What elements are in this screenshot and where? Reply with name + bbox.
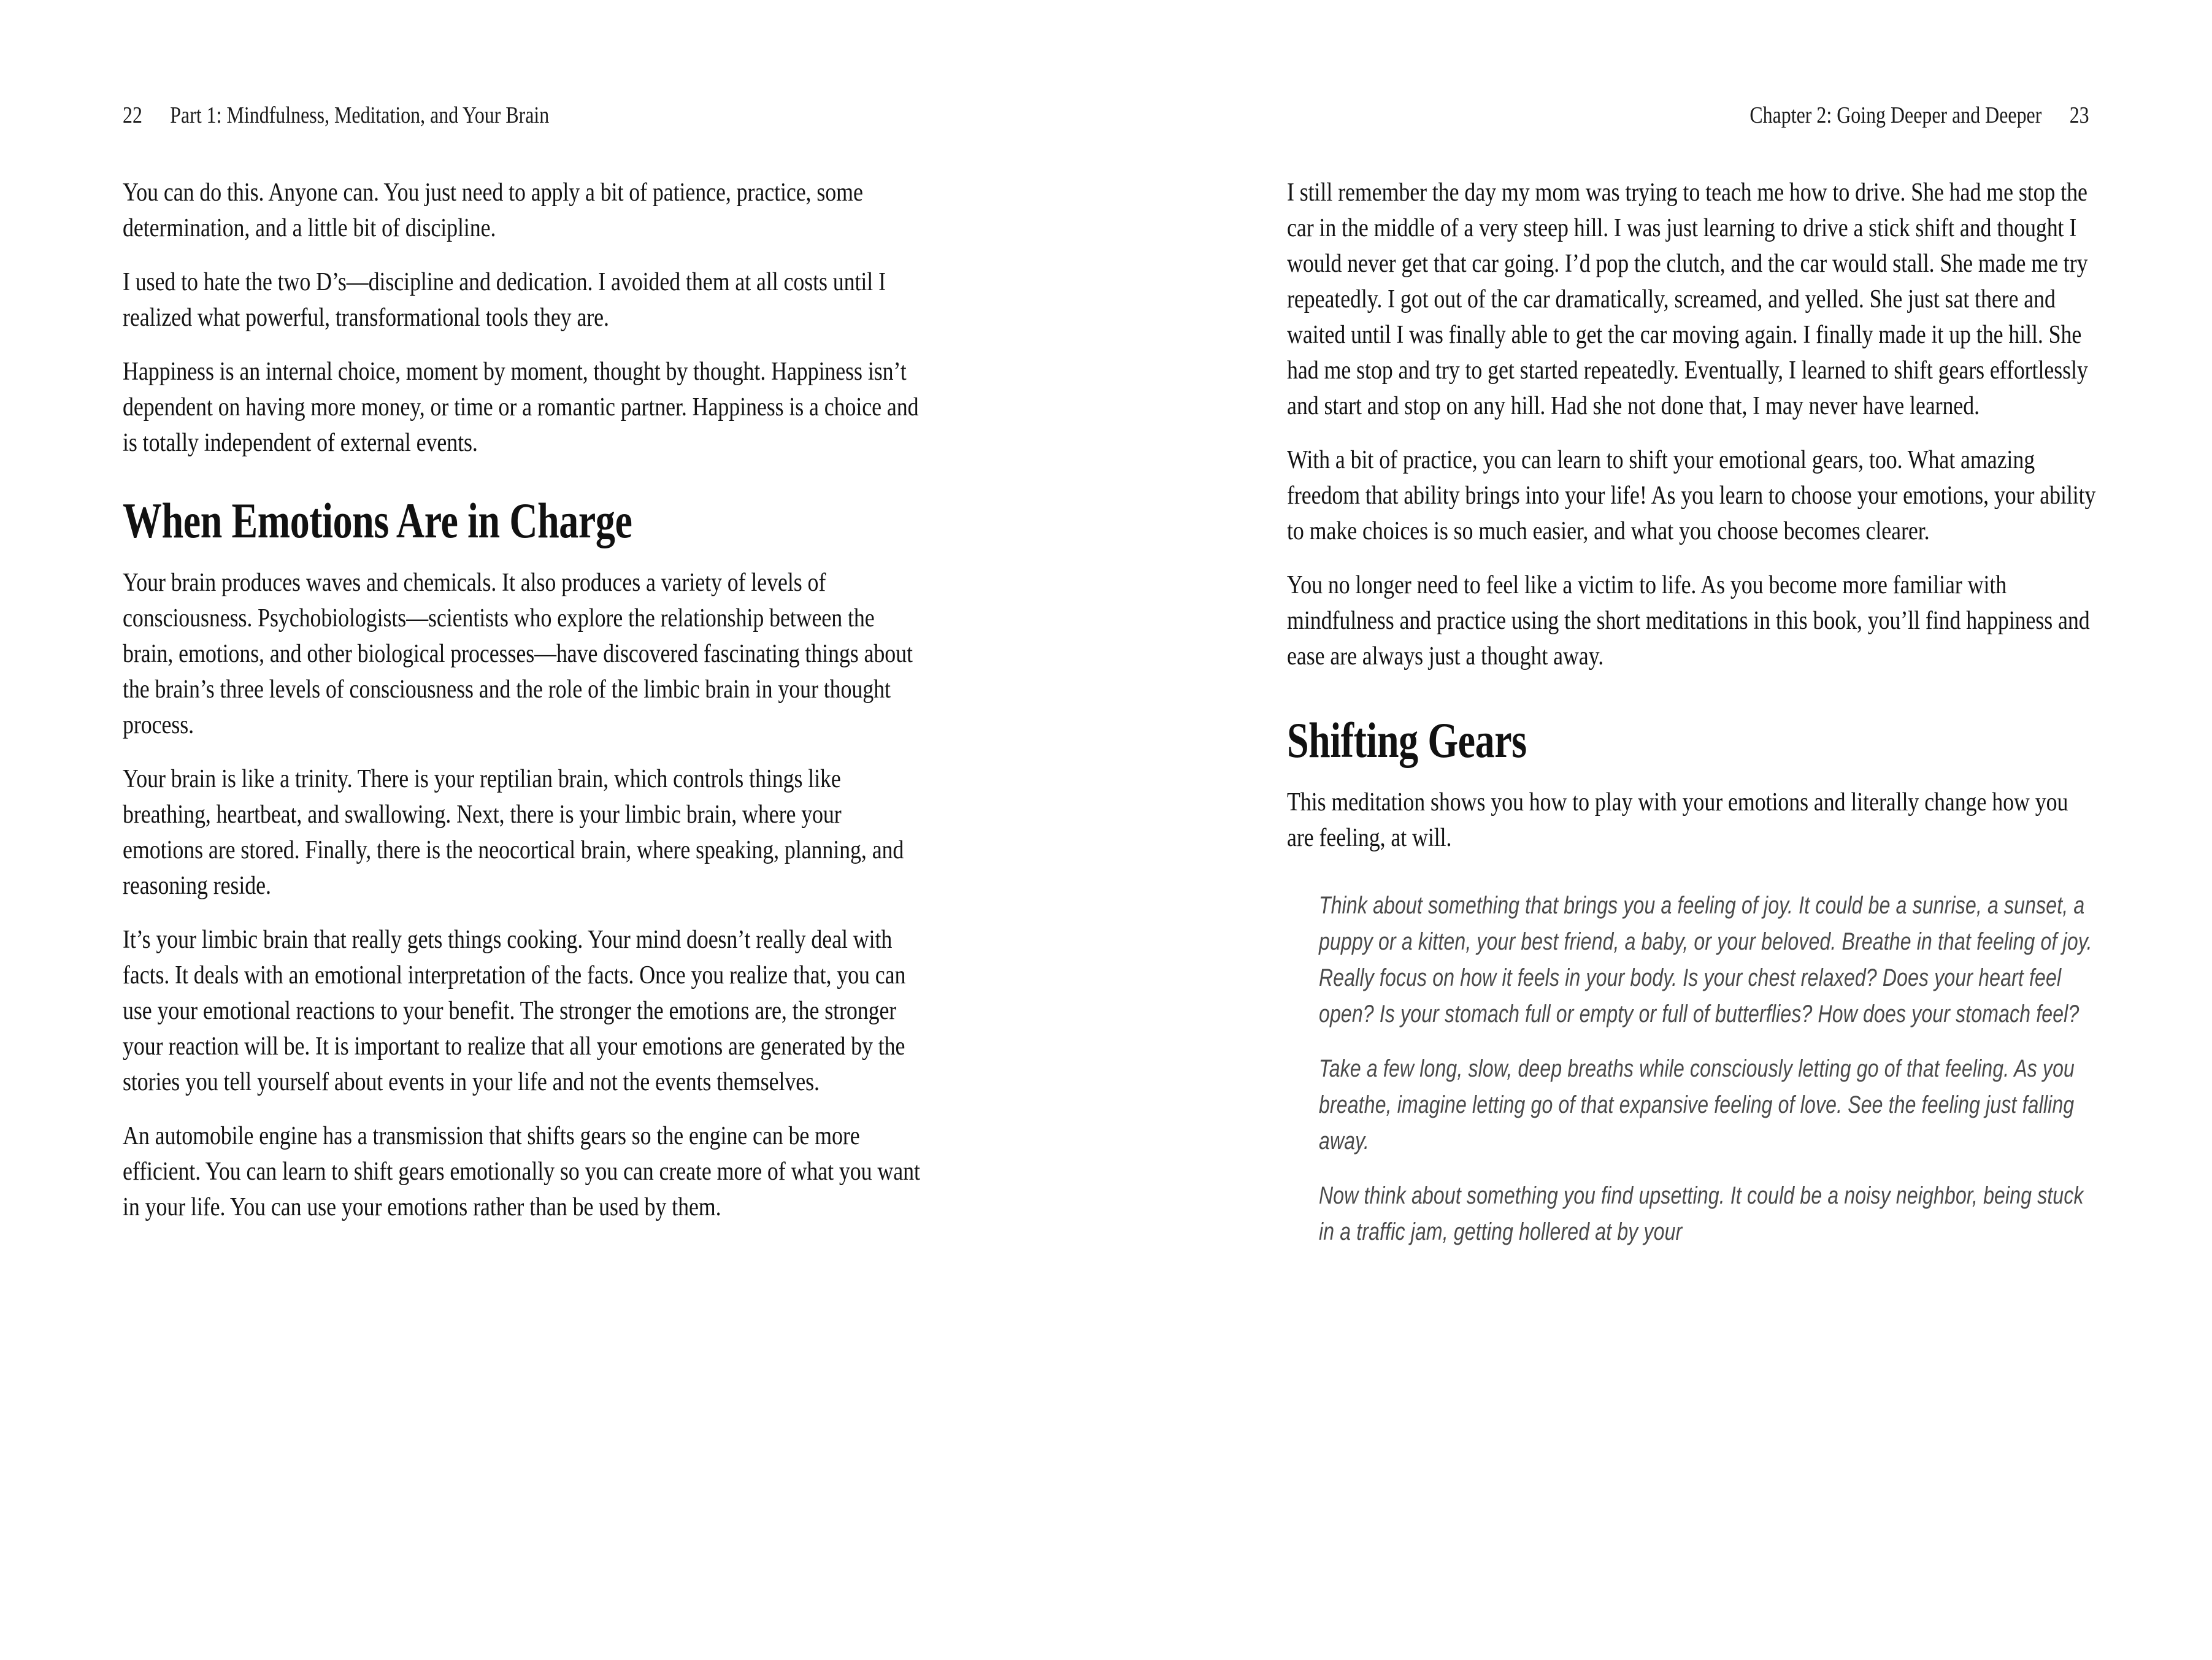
body-paragraph: It’s your limbic brain that really gets things cooking. Your mind doesn’t really deal with facts. It deals with an emotional interpretation of the facts. Once you realize that, you can use your emotional reactions to your benefit. The stronger the emotions are, the stronger your reaction will be. It is important to realize that all your emotions are generated by the stories you tell yourself about events in your life and not the events themselves. [123, 926, 906, 1096]
meditation-paragraph: Think about something that brings you a feeling of joy. It could be a sunrise, a sunset, a puppy or a kitten, your best friend, a baby, or your beloved. Breathe in that feeling of joy. Really focus on how it feels in your body. Is your chest relaxed? Does your heart feel open? Is your stomach full or empty or full of butterflies? How does your stomach feel? [1319, 892, 2092, 1028]
meditation-paragraph: Take a few long, slow, deep breaths while consciously letting go of that feeling. As you breathe, imagine letting go of that expansive feeling of love. See the feeling just falling away. [1319, 1055, 2075, 1155]
body-paragraph: Happiness is an internal choice, moment by moment, thought by thought. Happiness isn’t dependent on having more money, or time or a romantic partner. Happiness is a choice and is totally independent of external events. [123, 358, 919, 457]
page-number-left: 22 [123, 102, 142, 128]
running-head-left [123, 103, 549, 129]
running-head-right-title: Chapter 2: Going Deeper and Deeper [1749, 102, 2042, 128]
body-paragraph: I still remember the day my mom was trying to teach me how to drive. She had me stop the car in the middle of a very steep hill. I was just learning to drive a stick shift and thought I would never get that car going. I’d pop the clutch, and the car would stall. She made me try repeatedly. I got out of the car dramatically, screamed, and yelled. She just sat there and waited until I was finally able to get the car moving again. I finally made it up the hill. She had me stop and try to get started repeatedly. Eventually, I learned to shift gears effortlessly and start and stop on any hill. Had she not done that, I may never have learned. [1287, 179, 2088, 420]
body-paragraph: Your brain produces waves and chemicals. It also produces a variety of levels of consciousness. Psychobiologists—scientists who explore the relationship between the brain, emotions, and other biological processes—have discovered fascinating things about the brain’s three levels of consciousness and the role of the limbic brain in your thought process. [123, 569, 913, 739]
running-head-left-title: Part 1: Mindfulness, Meditation, and Your Brain [170, 102, 550, 128]
section-heading-when-emotions-are-in-charge: When Emotions Are in Charge [123, 493, 632, 548]
left-page-column [123, 175, 920, 1243]
body-paragraph: With a bit of practice, you can learn to shift your emotional gears, too. What amazing freedom that ability brings into your life! As you learn to choose your emotions, your ability to make choices is so much easier, and what you choose becomes clearer. [1287, 446, 2096, 545]
meditation-block [1319, 888, 2097, 1250]
section-heading-shifting-gears: Shifting Gears [1287, 712, 1527, 768]
meditation-intro-paragraph: This meditation shows you how to play with your emotions and literally change how you are feeling, at will. [1287, 788, 2068, 852]
page-number-right: 23 [2070, 102, 2089, 128]
body-paragraph: You no longer need to feel like a victim to life. As you become more familiar with mindfulness and practice using the short meditations in this book, you’ll find happiness and ease are always just a thought away. [1287, 571, 2090, 671]
right-page-column [1287, 175, 2097, 1250]
body-paragraph: You can do this. Anyone can. You just need to apply a bit of patience, practice, some determination, and a little bit of discipline. [123, 179, 863, 242]
body-paragraph: Your brain is like a trinity. There is your reptilian brain, which controls things like breathing, heartbeat, and swallowing. Next, there is your limbic brain, where your emotions are stored. Finally, there is the neocortical brain, where speaking, planning, and reasoning reside. [123, 765, 904, 900]
meditation-paragraph: Now think about something you find upsetting. It could be a noisy neighbor, being stuck in a traffic jam, getting hollered at by your [1319, 1182, 2084, 1245]
running-head-right [1750, 103, 2089, 129]
body-paragraph: An automobile engine has a transmission that shifts gears so the engine can be more efficient. You can learn to shift gears emotionally so you can create more of what you want in your life. You can use your emotions rather than be used by them. [123, 1122, 920, 1221]
body-paragraph: I used to hate the two D’s—discipline and dedication. I avoided them at all costs until I realized what powerful, transformational tools they are. [123, 268, 886, 332]
